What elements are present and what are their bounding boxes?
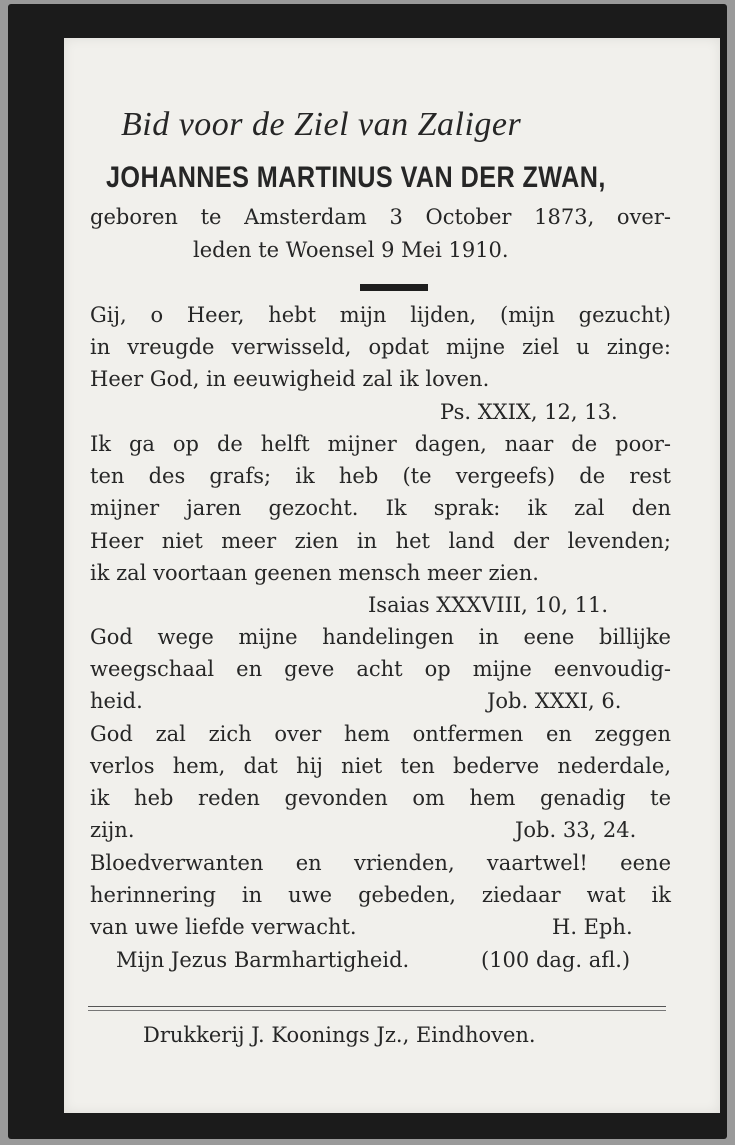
passage-line: Heer niet meer zien in het land der levenden; xyxy=(90,529,671,553)
prayer-heading: Bid voor de Ziel van Zaliger xyxy=(121,106,522,143)
passage-line: Heer God, in eeuwigheid zal ik loven. xyxy=(90,367,490,391)
passage-line: mijner jaren gezocht. Ik sprak: ik zal den xyxy=(90,496,671,520)
ornamental-rule xyxy=(360,284,428,291)
passage-line: Bloedverwanten en vrienden, vaartwel! eene xyxy=(90,851,671,875)
passage-line: God zal zich over hem ontfermen en zeggen xyxy=(90,722,671,746)
passage-line: herinnering in uwe gebeden, ziedaar wat ik xyxy=(90,883,671,907)
passage-line: zijn. xyxy=(90,818,135,842)
footer-rule xyxy=(88,1006,666,1007)
death-line: leden te Woensel 9 Mei 1910. xyxy=(193,238,509,262)
printer-imprint: Drukkerij J. Koonings Jz., Eindhoven. xyxy=(143,1023,536,1047)
birth-line: geboren te Amsterdam 3 October 1873, over- xyxy=(90,205,671,229)
passage-line: ten des grafs; ik heb (te vergeefs) de rest xyxy=(90,464,671,488)
passage-line: heid. xyxy=(90,689,143,713)
passage-line: Gij, o Heer, hebt mijn lijden, (mijn gezucht) xyxy=(90,303,671,327)
deceased-name: JOHANNES MARTINUS VAN DER ZWAN, xyxy=(106,161,606,194)
footer-rule xyxy=(88,1010,666,1011)
passage-line: in vreugde verwisseld, opdat mijne ziel u zinge: xyxy=(90,335,671,359)
scripture-reference: Job. 33, 24. xyxy=(515,818,637,842)
passage-line: God wege mijne handelingen in eene billijke xyxy=(90,625,671,649)
passage-line: weegschaal en geve acht op mijne eenvoudig- xyxy=(90,657,671,681)
passage-line: ik zal voortaan geenen mensch meer zien. xyxy=(90,561,539,585)
indulgence-note: (100 dag. afl.) xyxy=(481,948,631,972)
indulgence-prayer: Mijn Jezus Barmhartigheid. xyxy=(116,948,410,972)
passage-line: ik heb reden gevonden om hem genadig te xyxy=(90,786,671,810)
scripture-reference: Isaias XXXVIII, 10, 11. xyxy=(368,593,609,617)
passage-line: van uwe liefde verwacht. xyxy=(90,915,357,939)
passage-line: Ik ga op de helft mijner dagen, naar de poor- xyxy=(90,432,671,456)
passage-line: verlos hem, dat hij niet ten bederve nederdale, xyxy=(90,754,671,778)
scripture-reference: H. Eph. xyxy=(552,915,633,939)
scripture-reference: Ps. XXIX, 12, 13. xyxy=(440,400,618,424)
scripture-reference: Job. XXXI, 6. xyxy=(487,689,622,713)
